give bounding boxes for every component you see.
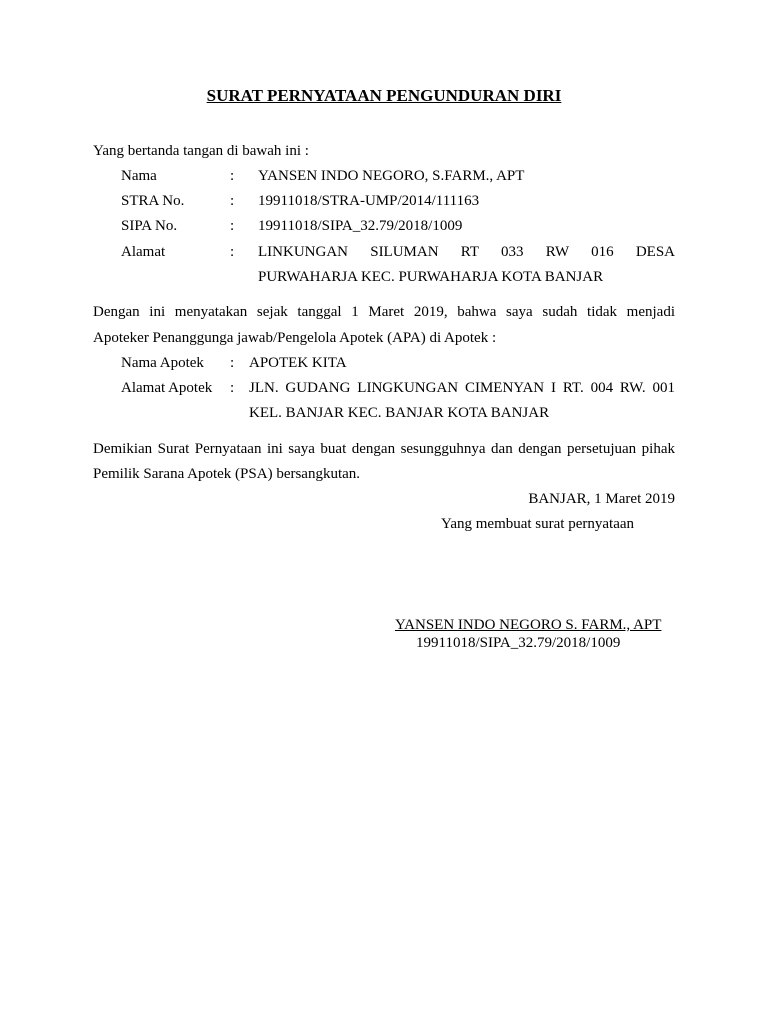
closing-line1: Demikian Surat Pernyataan ini saya buat dengan sesungguhnya dan dengan persetujuan pihak [93, 441, 675, 457]
nama-colon: : [230, 168, 235, 184]
signer-name: YANSEN INDO NEGORO S. FARM., APT [395, 617, 662, 633]
apotek-name-label: Nama Apotek [121, 355, 204, 371]
sipa-value: 19911018/SIPA_32.79/2018/1009 [258, 218, 463, 234]
apotek-name-colon: : [230, 355, 235, 371]
intro-text: Yang bertanda tangan di bawah ini : [93, 143, 309, 159]
alamat-value-line2: PURWAHARJA KEC. PURWAHARJA KOTA BANJAR [258, 269, 604, 285]
signer-caption: Yang membuat surat pernyataan [441, 516, 635, 532]
sipa-colon: : [230, 218, 235, 234]
document-title: SURAT PERNYATAAN PENGUNDURAN DIRI [206, 86, 562, 105]
apotek-address-label: Alamat Apotek [121, 380, 213, 396]
stra-colon: : [230, 193, 235, 209]
stra-value: 19911018/STRA-UMP/2014/111163 [258, 193, 480, 209]
alamat-value-line1: LINKUNGAN SILUMAN RT 033 RW 016 DESA [258, 244, 675, 260]
statement-line1: Dengan ini menyatakan sejak tanggal 1 Maret 2019, bahwa saya sudah tidak menjadi [93, 304, 675, 320]
apotek-address-line2: KEL. BANJAR KEC. BANJAR KOTA BANJAR [249, 405, 550, 421]
nama-label: Nama [121, 168, 157, 184]
apotek-address-line1: JLN. GUDANG LINGKUNGAN CIMENYAN I RT. 004 RW. 001 [249, 380, 675, 396]
place-date: BANJAR, 1 Maret 2019 [528, 491, 675, 507]
apotek-address-colon: : [230, 380, 235, 396]
alamat-colon: : [230, 244, 235, 260]
signer-number: 19911018/SIPA_32.79/2018/1009 [416, 635, 621, 651]
apotek-name-value: APOTEK KITA [249, 355, 347, 371]
stra-label: STRA No. [121, 193, 185, 209]
closing-line2: Pemilik Sarana Apotek (PSA) bersangkutan. [93, 466, 361, 482]
alamat-label: Alamat [121, 244, 166, 260]
nama-value: YANSEN INDO NEGORO, S.FARM., APT [258, 168, 525, 184]
statement-line2: Apoteker Penanggunga jawab/Pengelola Apotek (APA) di Apotek : [93, 330, 497, 346]
sipa-label: SIPA No. [121, 218, 178, 234]
